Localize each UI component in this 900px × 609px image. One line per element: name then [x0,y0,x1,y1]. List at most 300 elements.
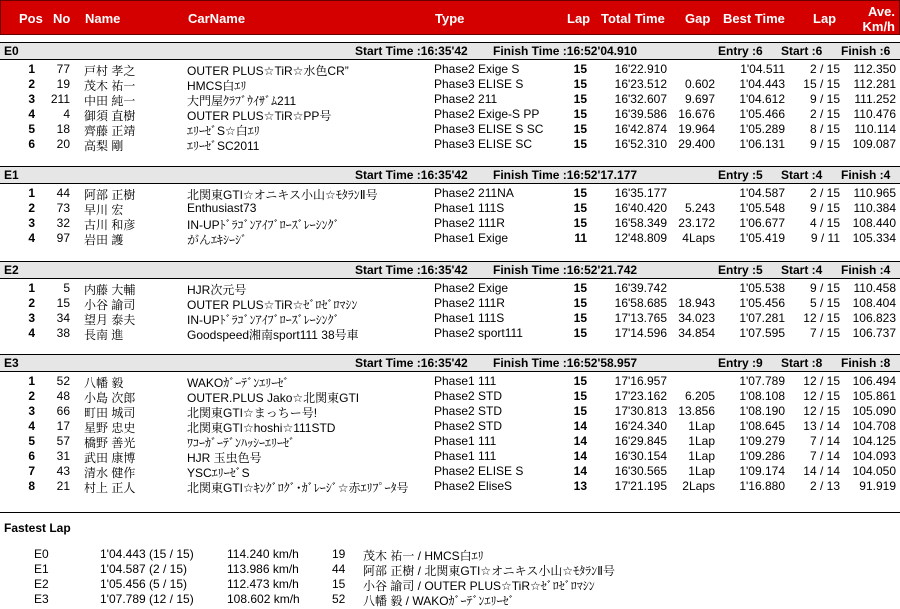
table-row [0,61,900,76]
cell-blap: 12 / 15 [803,374,840,388]
cell-car: Enthusiast73 [187,201,257,215]
class-start-time: Start Time :16:35'42 [355,168,468,182]
cell-gap: 1Lap [688,419,715,433]
cell-type: Phase2 ELISE S [434,464,524,478]
cell-ave: 105.334 [852,231,896,245]
header-pos: Pos [19,11,43,26]
cell-best: 1'08.108 [739,389,785,403]
cell-ave: 105.861 [852,389,896,403]
table-row [0,215,900,230]
cell-total: 16'24.340 [614,419,667,433]
cell-type: Phase2 111R [434,296,505,310]
cell-total: 16'52.310 [614,137,667,151]
class-start-time: Start Time :16:35'42 [355,356,468,370]
class-name: E3 [4,356,19,370]
cell-pos: 4 [28,419,35,433]
cell-blap: 12 / 15 [803,404,840,418]
fastest-class: E1 [34,562,49,576]
table-row [0,185,900,200]
class-start-time: Start Time :16:35'42 [355,44,468,58]
cell-name: 高梨 剛 [84,139,124,153]
cell-name: 小島 次郎 [84,391,136,405]
class-finish-count: Finish :8 [841,356,891,370]
fastest-driver: 八幡 毅 / WAKOｶﾞｰﾃﾞﾝｴﾘｰｾﾞ [363,594,515,608]
cell-blap: 2 / 13 [809,479,840,493]
cell-total: 16'23.512 [614,77,667,91]
cell-gap: 16.676 [678,107,715,121]
cell-best: 1'04.511 [740,62,785,76]
cell-car: 大門屋ｸﾗﾌﾞｳｲｻﾞﾑ211 [187,94,297,108]
class-entry: Entry :6 [718,44,763,58]
cell-lap: 15 [573,186,587,200]
cell-name: 戸村 孝之 [84,64,136,78]
fastest-driver: 阿部 正樹 / 北関東GTI☆オニキス小山☆ﾓﾀﾗﾝⅡ号 [363,564,616,578]
cell-pos: 1 [28,186,35,200]
header-type: Type [435,11,465,26]
cell-name: 阿部 正樹 [84,188,136,202]
cell-no: 73 [56,201,70,215]
cell-car: 北関東GTI☆hoshi☆111STD [187,421,336,435]
cell-gap: 19.964 [678,122,715,136]
cell-blap: 7 / 15 [809,326,840,340]
cell-pos: 4 [28,326,35,340]
cell-ave: 110.476 [853,107,896,121]
fastest-class: E2 [34,577,49,591]
cell-lap: 15 [573,326,587,340]
fastest-time: 1'07.789 (12 / 15) [100,592,194,606]
cell-no: 44 [56,186,70,200]
cell-gap: 6.205 [684,389,715,403]
fastest-time: 1'04.587 (2 / 15) [100,562,188,576]
cell-no: 20 [56,137,70,151]
cell-name: 中田 純一 [84,94,136,108]
cell-no: 5 [63,281,70,295]
cell-car: ﾜｺｰｶﾞｰﾃﾞﾝﾊｯｼｰｴﾘｰｾﾞ [187,436,296,450]
cell-pos: 5 [28,122,35,136]
cell-lap: 14 [573,464,587,478]
cell-no: 52 [56,374,70,388]
table-row [0,373,900,388]
class-rows-e2 [0,280,900,340]
table-row [0,295,900,310]
cell-ave: 104.125 [852,434,896,448]
cell-blap: 9 / 15 [809,137,840,151]
cell-car: OUTER PLUS☆TiR☆ｾﾞﾛｾﾞﾛﾏｼﾝ [187,298,358,312]
cell-type: Phase3 ELISE SC [434,137,533,151]
cell-name: 望月 泰夫 [84,313,136,327]
cell-best: 1'04.612 [739,92,785,106]
fastest-class: E3 [34,592,49,606]
class-start-count: Start :6 [781,44,823,58]
cell-car: 北関東GTI☆ｷﾝｸﾞﾛｸﾞ･ｶﾞﾚｰｼﾞ☆赤ｴﾘﾌﾟｰﾀ号 [187,481,409,495]
table-row [0,106,900,121]
cell-pos: 5 [28,434,35,448]
cell-gap: 23.172 [678,216,715,230]
table-row [0,200,900,215]
class-start-count: Start :4 [781,168,823,182]
cell-blap: 15 / 15 [803,77,840,91]
cell-car: IN-UPﾄﾞﾗｺﾞﾝｱｲﾌﾞﾛｰｽﾞﾚｰｼﾝｸﾞ [187,218,340,232]
cell-best: 1'04.443 [739,77,785,91]
cell-pos: 7 [28,464,35,478]
cell-gap: 1Lap [688,464,715,478]
cell-blap: 2 / 15 [809,62,840,76]
header-best: Best Time [723,11,785,26]
cell-type: Phase3 ELISE S SC [434,122,544,136]
table-row [0,76,900,91]
cell-type: Phase1 111S [434,311,505,325]
table-row [0,121,900,136]
cell-name: 御須 直樹 [84,109,136,123]
cell-pos: 6 [28,449,35,463]
cell-ave: 104.050 [852,464,896,478]
fastest-speed: 114.240 km/h [227,547,299,561]
class-finish-count: Finish :6 [841,44,891,58]
cell-best: 1'09.279 [739,434,785,448]
class-finish-count: Finish :4 [841,168,891,182]
cell-car: 北関東GTI☆まっちー号! [187,406,318,420]
cell-total: 16'40.420 [614,201,667,215]
cell-blap: 9 / 15 [809,201,840,215]
cell-total: 16'30.154 [614,449,667,463]
cell-lap: 14 [573,419,587,433]
cell-blap: 5 / 15 [809,296,840,310]
cell-no: 211 [50,92,70,106]
class-name: E0 [4,44,19,58]
cell-total: 17'30.813 [614,404,667,418]
class-entry: Entry :5 [718,168,763,182]
cell-name: 八幡 毅 [84,376,124,390]
class-finish-time: Finish Time :16:52'21.742 [493,263,638,277]
cell-ave: 109.087 [852,137,896,151]
table-row [0,463,900,478]
cell-name: 早川 宏 [84,203,124,217]
cell-blap: 2 / 15 [809,107,840,121]
cell-pos: 3 [28,311,35,325]
cell-car: ｴﾘｰｾﾞSC2011 [187,139,260,153]
cell-ave: 110.114 [854,122,896,136]
cell-car: OUTER PLUS☆TiR☆水色CR” [187,64,349,78]
cell-ave: 106.737 [852,326,896,340]
cell-ave: 106.494 [852,374,896,388]
cell-blap: 9 / 15 [809,92,840,106]
cell-best: 1'09.174 [739,464,785,478]
cell-gap: 18.943 [678,296,715,310]
cell-type: Phase2 STD [434,404,503,418]
cell-total: 16'22.910 [614,62,667,76]
cell-no: 19 [56,77,70,91]
cell-gap: 34.023 [678,311,715,325]
cell-pos: 4 [28,107,35,121]
cell-blap: 8 / 15 [809,122,840,136]
cell-ave: 112.350 [853,62,896,76]
table-row [0,448,900,463]
cell-blap: 12 / 15 [803,311,840,325]
cell-car: OUTER PLUS☆TiR☆PP号 [187,109,332,123]
cell-type: Phase1 111 [434,434,497,448]
cell-total: 16'58.685 [614,296,667,310]
header-lap: Lap [567,11,591,26]
cell-pos: 2 [28,296,35,310]
cell-total: 17'21.195 [614,479,667,493]
cell-total: 16'29.845 [614,434,667,448]
class-name: E1 [4,168,19,182]
cell-no: 66 [56,404,70,418]
fastest-lap-title: Fastest Lap [4,521,71,535]
cell-pos: 2 [28,389,35,403]
cell-name: 清水 健作 [84,466,136,480]
cell-name: 齊藤 正靖 [84,124,136,138]
cell-ave: 112.281 [853,77,896,91]
cell-gap: 0.602 [684,77,715,91]
cell-best: 1'08.190 [739,404,785,418]
cell-type: Phase2 sport111 [434,326,523,340]
cell-gap: 2Laps [682,479,715,493]
cell-name: 小谷 諭司 [84,298,136,312]
cell-car: ｴﾘｰｾﾞS☆白ｴﾘ [187,124,260,138]
cell-pos: 8 [28,479,35,493]
cell-no: 57 [56,434,70,448]
cell-lap: 15 [573,374,587,388]
class-rows-e1 [0,185,900,245]
cell-total: 17'23.162 [614,389,667,403]
class-header-e0 [0,42,900,60]
cell-no: 17 [56,419,70,433]
class-finish-count: Finish :4 [841,263,891,277]
cell-car: OUTER.PLUS Jako☆北関東GTI [187,391,360,405]
cell-type: Phase1 111S [434,201,505,215]
fastest-lap-row [0,547,900,562]
cell-pos: 6 [28,137,35,151]
cell-best: 1'09.286 [739,449,785,463]
fastest-car-no: 15 [332,577,346,591]
fastest-lap-row [0,592,900,607]
fastest-speed: 108.602 km/h [227,592,300,606]
class-finish-time: Finish Time :16:52'04.910 [493,44,638,58]
cell-name: 町田 城司 [84,406,136,420]
class-entry: Entry :9 [718,356,763,370]
cell-gap: 5.243 [684,201,715,215]
table-row [0,388,900,403]
cell-total: 16'30.565 [614,464,667,478]
cell-best: 1'07.281 [739,311,785,325]
cell-pos: 1 [28,374,35,388]
cell-car: Goodspeed湘南sport111 38号車 [187,328,359,342]
cell-total: 17'13.765 [614,311,667,325]
cell-type: Phase2 111R [434,216,505,230]
cell-total: 16'39.742 [614,281,667,295]
fastest-lap-row [0,577,900,592]
fastest-class: E0 [34,547,49,561]
class-header-e2 [0,261,900,279]
cell-blap: 7 / 14 [809,449,840,463]
header-ave-line1: Ave. [868,4,895,19]
table-row [0,433,900,448]
cell-ave: 111.252 [854,92,896,106]
cell-pos: 3 [28,404,35,418]
cell-car: HJR次元号 [187,283,247,297]
cell-blap: 9 / 11 [810,231,840,245]
cell-car: HMCS白ｴﾘ [187,79,247,93]
cell-best: 1'05.456 [739,296,785,310]
class-finish-time: Finish Time :16:52'58.957 [493,356,638,370]
cell-lap: 15 [573,389,587,403]
cell-gap: 9.697 [684,92,715,106]
cell-pos: 3 [28,92,35,106]
cell-best: 1'08.645 [739,419,785,433]
cell-pos: 2 [28,77,35,91]
fastest-driver: 茂木 祐一 / HMCS白ｴﾘ [363,549,484,563]
cell-blap: 14 / 14 [803,464,840,478]
fastest-time: 1'04.443 (15 / 15) [100,547,194,561]
cell-blap: 2 / 15 [809,186,840,200]
cell-ave: 104.093 [852,449,896,463]
cell-total: 17'16.957 [614,374,667,388]
fastest-car-no: 19 [332,547,346,561]
cell-no: 15 [56,296,70,310]
cell-blap: 13 / 14 [803,419,840,433]
class-rows-e3 [0,373,900,493]
cell-name: 長南 進 [84,328,124,342]
cell-car: がんｴｷｼｰｼﾞ [187,233,248,247]
cell-lap: 14 [573,449,587,463]
cell-blap: 9 / 15 [809,281,840,295]
cell-lap: 13 [573,479,587,493]
cell-car: YSCｴﾘｰｾﾞS [187,466,250,480]
cell-best: 1'16.880 [739,479,785,493]
fastest-driver: 小谷 諭司 / OUTER PLUS☆TiR☆ｾﾞﾛｾﾞﾛﾏｼﾝ [363,579,595,593]
cell-no: 34 [56,311,70,325]
cell-lap: 15 [573,122,587,136]
cell-gap: 29.400 [678,137,715,151]
cell-best: 1'05.548 [739,201,785,215]
fastest-car-no: 52 [332,592,346,606]
cell-lap: 15 [573,296,587,310]
cell-pos: 1 [28,281,35,295]
cell-lap: 15 [573,201,587,215]
cell-lap: 15 [573,404,587,418]
cell-car: IN-UPﾄﾞﾗｺﾞﾝｱｲﾌﾞﾛｰｽﾞﾚｰｼﾝｸﾞ [187,313,340,327]
cell-no: 48 [56,389,70,403]
cell-total: 16'39.586 [614,107,667,121]
cell-no: 77 [56,62,70,76]
cell-total: 12'48.809 [614,231,667,245]
cell-gap: 34.854 [678,326,715,340]
cell-lap: 15 [573,216,587,230]
fastest-speed: 112.473 km/h [227,577,299,591]
cell-type: Phase2 Exige-S PP [434,107,540,121]
cell-name: 星野 忠史 [84,421,136,435]
class-finish-time: Finish Time :16:52'17.177 [493,168,638,182]
header-best-lap: Lap [813,11,837,26]
cell-best: 1'05.466 [739,107,785,121]
fastest-car-no: 44 [332,562,346,576]
cell-no: 18 [56,122,70,136]
class-start-count: Start :8 [781,356,823,370]
cell-gap: 13.856 [678,404,715,418]
header-car: CarName [188,11,246,26]
cell-ave: 108.404 [852,296,896,310]
class-rows-e0 [0,61,900,151]
table-row [0,325,900,340]
cell-pos: 2 [28,201,35,215]
table-row [0,418,900,433]
cell-total: 16'42.874 [614,122,667,136]
cell-blap: 4 / 15 [809,216,840,230]
cell-name: 武田 康博 [84,451,136,465]
header-ave-line2: Km/h [862,19,895,34]
header-name: Name [85,11,121,26]
cell-type: Phase1 111 [434,374,497,388]
cell-gap: 4Laps [682,231,715,245]
cell-total: 17'14.596 [614,326,667,340]
cell-type: Phase1 Exige [434,231,509,245]
cell-pos: 1 [28,62,35,76]
cell-total: 16'32.607 [614,92,667,106]
cell-type: Phase2 Exige S [434,62,520,76]
cell-pos: 4 [28,231,35,245]
cell-name: 岩田 護 [84,233,124,247]
class-header-e3 [0,354,900,372]
cell-blap: 12 / 15 [803,389,840,403]
cell-ave: 110.458 [853,281,896,295]
cell-lap: 15 [573,62,587,76]
cell-gap: 1Lap [688,449,715,463]
cell-type: Phase2 STD [434,389,503,403]
fastest-speed: 113.986 km/h [227,562,299,576]
cell-gap: 1Lap [688,434,715,448]
cell-best: 1'05.289 [739,122,785,136]
cell-car: 北関東GTI☆オニキス小山☆ﾓﾀﾗﾝⅡ号 [187,188,378,202]
cell-no: 31 [56,449,70,463]
table-row [0,136,900,151]
cell-ave: 104.708 [852,419,896,433]
cell-ave: 108.440 [852,216,896,230]
cell-lap: 15 [573,311,587,325]
cell-type: Phase2 EliseS [434,479,513,493]
cell-name: 茂木 祐一 [84,79,136,93]
cell-lap: 15 [573,77,587,91]
fastest-lap-row [0,562,900,577]
cell-no: 21 [56,479,70,493]
cell-best: 1'07.595 [739,326,785,340]
cell-pos: 3 [28,216,35,230]
class-name: E2 [4,263,19,277]
table-row [0,478,900,493]
cell-lap: 14 [573,434,587,448]
cell-total: 16'35.177 [614,186,667,200]
cell-no: 4 [63,107,70,121]
table-row [0,310,900,325]
cell-lap: 15 [573,92,587,106]
cell-ave: 110.965 [853,186,896,200]
cell-type: Phase2 STD [434,419,503,433]
cell-blap: 7 / 14 [809,434,840,448]
table-row [0,403,900,418]
class-entry: Entry :5 [718,263,763,277]
cell-best: 1'06.677 [739,216,785,230]
class-start-count: Start :4 [781,263,823,277]
cell-ave: 105.090 [852,404,896,418]
cell-ave: 110.384 [853,201,896,215]
cell-lap: 15 [573,137,587,151]
class-start-time: Start Time :16:35'42 [355,263,468,277]
cell-ave: 106.823 [852,311,896,325]
cell-no: 32 [56,216,70,230]
cell-best: 1'05.538 [739,281,785,295]
cell-lap: 15 [573,281,587,295]
cell-total: 16'58.349 [614,216,667,230]
